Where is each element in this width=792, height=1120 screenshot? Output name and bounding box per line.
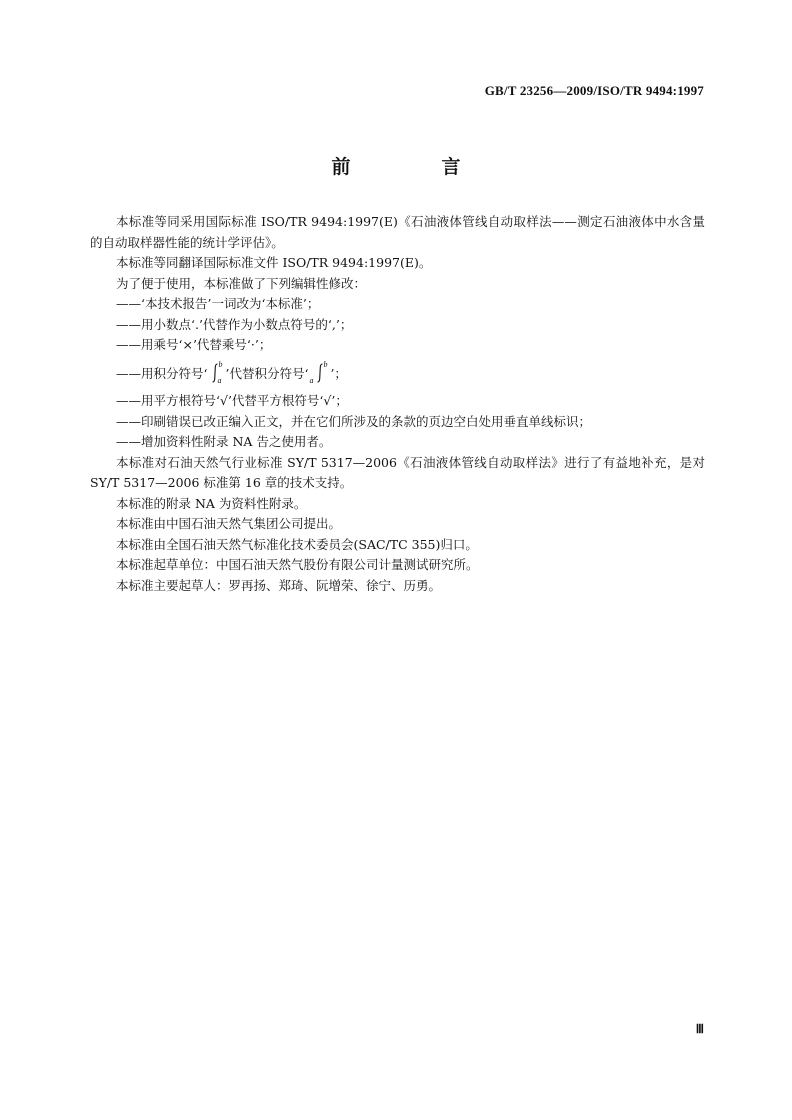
page-title: 前 言 [331, 156, 497, 178]
list-item-edit-5: ——用平方根符号‘√’代替平方根符号‘√’； [116, 393, 348, 408]
list-item-edit-6: ——印刷错误已改正编入正文，并在它们所涉及的条款的页边空白处用垂直单线标识； [116, 413, 592, 429]
paragraph-edits-intro: 为了便于使用，本标准做了下列编辑性修改： [116, 275, 367, 291]
list-item-edit-2: ——用小数点‘.’代替作为小数点符号的‘,’； [116, 316, 353, 332]
list-item-edit-4 [90, 359, 705, 385]
paragraph-annex: 本标准的附录 NA 为资料性附录。 [116, 495, 307, 511]
integral-old-lower-limit: a [309, 375, 314, 385]
paragraph-committee: 本标准由全国石油天然气标准化技术委员会(SAC/TC 355)归口。 [116, 536, 478, 552]
edit-4-suffix: ’； [330, 365, 347, 381]
edit-4-middle: ’代替积分符号‘ [225, 365, 309, 381]
integral-symbol-old [309, 359, 329, 385]
page-number: Ⅲ [695, 1022, 704, 1036]
paragraph-supplement: 本标准对石油天然气行业标准 SY/T 5317—2006《石油液体管线自动取样法》进行了有益地补充，是对 SY/T 5317—2006 标准第 16 章的技术支持。 [90, 454, 705, 490]
paragraph-proposer: 本标准由中国石油天然气集团公司提出。 [116, 516, 342, 531]
list-item-edit-1: ——‘本技术报告’一词改为‘本标准’； [116, 296, 320, 311]
integral-symbol-new [208, 359, 224, 385]
list-item-edit-7: ——增加资料性附录 NA 告之使用者。 [116, 434, 332, 449]
paragraph-drafting-unit: 本标准起草单位：中国石油天然气股份有限公司计量测试研究所。 [116, 557, 479, 572]
edit-4-prefix: ——用积分符号‘ [116, 365, 208, 381]
paragraph-drafters: 本标准主要起草人：罗再扬、郑琦、阮增荣、徐宁、历勇。 [116, 577, 442, 593]
paragraph-adoption: 本标准等同采用国际标准 ISO/TR 9494:1997(E)《石油液体管线自动取样法——测定石油液体中水含量的自动取样器性能的统计学评估》。 [90, 214, 705, 250]
list-item-edit-3: ——用乘号‘×’代替乘号‘·’； [116, 337, 272, 352]
standard-code-header: GB/T 23256—2009/ISO/TR 9494:1997 [484, 83, 704, 98]
foreword-body [90, 212, 705, 596]
integral-upper-limit: b [218, 359, 223, 369]
paragraph-translation: 本标准等同翻译国际标准文件 ISO/TR 9494:1997(E)。 [116, 255, 432, 270]
integral-lower-limit: a [217, 375, 222, 385]
integral-old-upper-limit: b [323, 359, 328, 369]
